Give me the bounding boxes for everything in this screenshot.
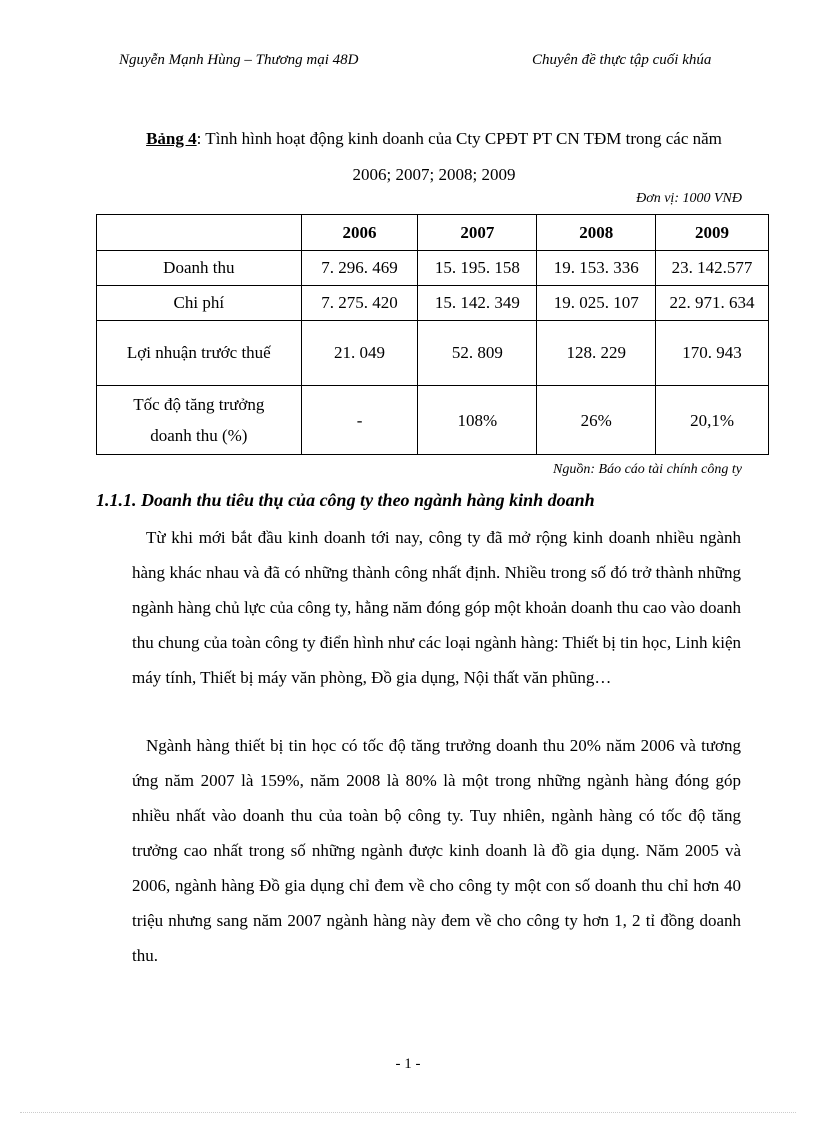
row-label: Lợi nhuận trước thuế	[97, 321, 302, 386]
table-cell: 7. 296. 469	[301, 251, 418, 286]
caption-line-1	[96, 121, 772, 157]
table-header-cell: 2009	[656, 215, 769, 251]
table-cell: 21. 049	[301, 321, 418, 386]
page-number: - 1 -	[395, 1056, 421, 1072]
header-author: Nguyễn Mạnh Hùng – Thương mại 48D	[119, 52, 359, 68]
table-header-cell: 2007	[418, 215, 537, 251]
table-cell: -	[301, 386, 418, 455]
table-cell: 19. 025. 107	[537, 286, 656, 321]
table-cell: 19. 153. 336	[537, 251, 656, 286]
table-header-cell: 2008	[537, 215, 656, 251]
source-note: Nguồn: Báo cáo tài chính công ty	[553, 462, 742, 477]
table-caption	[96, 121, 772, 193]
row-label-line: doanh thu (%)	[150, 426, 248, 445]
table-header-cell	[97, 215, 302, 251]
footer-divider	[20, 1112, 796, 1113]
table-row	[97, 286, 769, 321]
row-label: Chi phí	[97, 286, 302, 321]
table-row	[97, 251, 769, 286]
table-cell: 22. 971. 634	[656, 286, 769, 321]
table-cell: 23. 142.577	[656, 251, 769, 286]
table-cell: 15. 142. 349	[418, 286, 537, 321]
row-label-line: Tốc độ tăng trưởng	[133, 395, 265, 414]
table-cell: 128. 229	[537, 321, 656, 386]
paragraph: Từ khi mới bắt đầu kinh doanh tới nay, công ty đã mở rộng kinh doanh nhiều ngành hàng khác nhau và đã có những thành công nhất định. Nhiều trong số đó trở thành những ngành hàng chủ lực của công ty, hằng năm đóng góp một khoản doanh thu cao vào doanh thu chung của toàn công ty điển hình như các loại ngành hàng: Thiết bị tin học, Linh kiện máy tính, Thiết bị máy văn phòng, Đồ gia dụng, Nội thất văn phũng…	[132, 528, 741, 687]
table-cell: 7. 275. 420	[301, 286, 418, 321]
header-title: Chuyên đề thực tập cuối khúa	[532, 52, 712, 68]
table-cell: 170. 943	[656, 321, 769, 386]
unit-note: Đơn vị: 1000 VNĐ	[636, 191, 742, 206]
row-label: Doanh thu	[97, 251, 302, 286]
table-header-row	[97, 215, 769, 251]
row-label	[97, 386, 302, 455]
business-results-table	[96, 214, 769, 455]
table-cell: 52. 809	[418, 321, 537, 386]
table-row	[97, 386, 769, 455]
section-heading: 1.1.1. Doanh thu tiêu thụ của công ty theo ngành hàng kinh doanh	[96, 490, 595, 510]
table-cell: 26%	[537, 386, 656, 455]
table-cell: 15. 195. 158	[418, 251, 537, 286]
caption-label: Bảng 4	[146, 129, 197, 148]
caption-years: 2006; 2007; 2008; 2009	[352, 165, 516, 184]
table-header-cell: 2006	[301, 215, 418, 251]
table-cell: 108%	[418, 386, 537, 455]
table-row	[97, 321, 769, 386]
table-cell: 20,1%	[656, 386, 769, 455]
paragraph: Ngành hàng thiết bị tin học có tốc độ tăng trưởng doanh thu 20% năm 2006 và tương ứng năm 2007 là 159%, năm 2008 là 80% là một trong những ngành hàng đóng góp nhiều nhất vào doanh thu của toàn bộ công ty. Tuy nhiên, ngành hàng có tốc độ tăng trưởng cao nhất trong số những ngành được kinh doanh là đồ gia dụng. Năm 2005 và 2006, ngành hàng Đồ gia dụng chỉ đem về cho công ty một con số doanh thu chỉ hơn 40 triệu nhưng sang năm 2007 ngành hàng này đem về cho công ty hơn 1, 2 tỉ đồng doanh thu.	[132, 736, 741, 965]
caption-text: : Tình hình hoạt động kinh doanh của Cty CPĐT PT CN TĐM trong các năm	[196, 129, 722, 148]
